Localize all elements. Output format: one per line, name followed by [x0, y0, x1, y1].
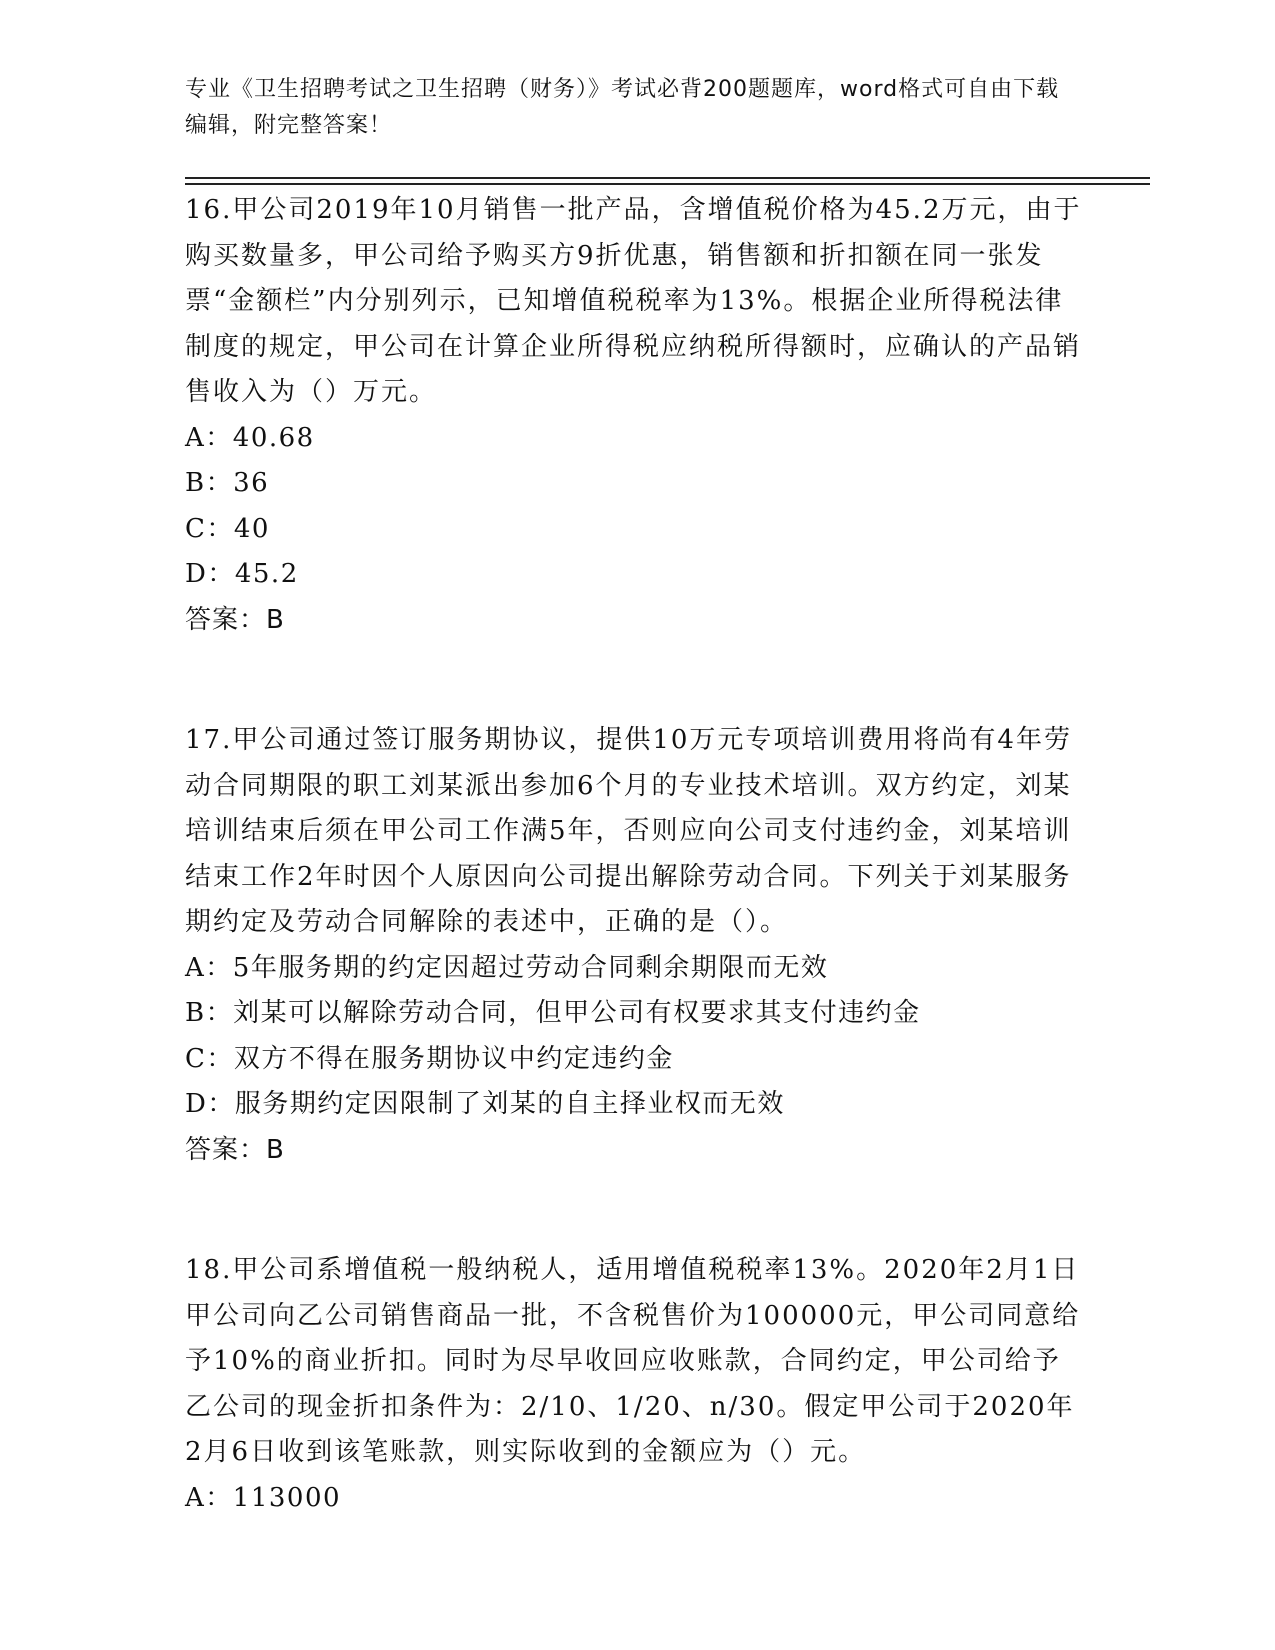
question-17: [185, 718, 1085, 1173]
question-text: 17.甲公司通过签订服务期协议，提供10万元专项培训费用将尚有4年劳动合同期限的职工刘某派出参加6个月的专业技术培训。双方约定，刘某培训结束后须在甲公司工作满5年，否则应向公司支付违约金，刘某培训结束工作2年时因个人原因向公司提出解除劳动合同。下列关于刘某服务期约定及劳动合同解除的表述中，正确的是（）。: [185, 725, 1072, 937]
question-list: [185, 188, 1085, 1521]
question-text: 18.甲公司系增值税一般纳税人，适用增值税税率13%。2020年2月1日甲公司向乙公司销售商品一批，不含税售价为100000元，甲公司同意给予10%的商业折扣。同时为尽早收回应收账款，合同约定，甲公司给予乙公司的现金折扣条件为：2/10、1/20、n/30。假定甲公司于2020年2月6日收到该笔账款，则实际收到的金额应为（）元。: [185, 1255, 1081, 1467]
option-a: A：5年服务期的约定因超过劳动合同剩余期限而无效: [185, 952, 829, 983]
option-d: D：服务期约定因限制了刘某的自主择业权而无效: [185, 1089, 785, 1119]
question-spacer: [185, 1173, 1085, 1248]
document-header: 专业《卫生招聘考试之卫生招聘（财务）》考试必背200题题库，word格式可自由下载编辑，附完整答案！: [185, 77, 1060, 138]
option-b: B：刘某可以解除劳动合同，但甲公司有权要求其支付违约金: [185, 998, 921, 1028]
option-a: A：40.68: [185, 422, 315, 453]
question-spacer: [185, 643, 1085, 718]
header-divider-bottom: [185, 183, 1150, 185]
header-divider-top: [185, 177, 1150, 179]
question-text: 16.甲公司2019年10月销售一批产品，含增值税价格为45.2万元，由于购买数量多，甲公司给予购买方9折优惠，销售额和折扣额在同一张发票“金额栏”内分别列示，已知增值税税率为13%。根据企业所得税法律制度的规定，甲公司在计算企业所得税应纳税所得额时，应确认的产品销售收入为（）万元。: [185, 195, 1082, 407]
option-c: C：双方不得在服务期协议中约定违约金: [185, 1043, 674, 1074]
option-a: A：113000: [185, 1482, 342, 1513]
question-18: [185, 1248, 1085, 1521]
question-16: [185, 188, 1085, 643]
option-b: B：36: [185, 468, 270, 498]
answer-label: 答案：B: [185, 1134, 285, 1165]
answer-label: 答案：B: [185, 604, 285, 635]
option-c: C：40: [185, 513, 270, 544]
option-d: D：45.2: [185, 559, 299, 589]
